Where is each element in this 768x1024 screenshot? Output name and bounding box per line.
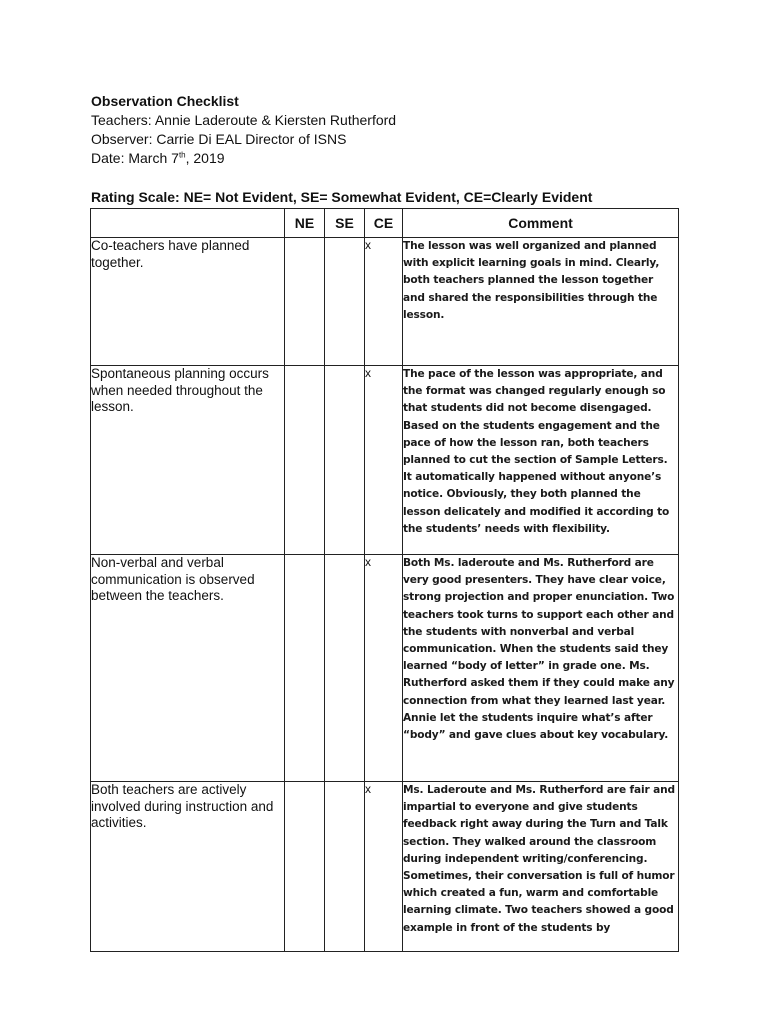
ne-cell (285, 238, 325, 366)
header-se: SE (325, 209, 365, 238)
criterion-cell: Both teachers are actively involved during instruction and activities. (91, 782, 285, 952)
ce-cell: x (365, 782, 403, 952)
teachers-line: Teachers: Annie Laderoute & Kiersten Rutherford (91, 112, 397, 128)
se-cell (325, 555, 365, 782)
comment-cell: Both Ms. laderoute and Ms. Rutherford are very good presenters. They have clear voice, strong projection and proper enunciation. Two teachers took turns to support each other and the students with nonverbal and verbal communication. When the students said they learned “body of letter” in grade one. Ms. Rutherford asked them if they could make any connection from what they learned last year. Annie let the students inquire what’s after “body” and gave clues about key vocabulary. (403, 555, 679, 782)
document-header (91, 92, 691, 168)
observer-line: Observer: Carrie Di EAL Director of ISNS (91, 131, 347, 147)
table-row (91, 782, 679, 952)
date-line (91, 149, 691, 168)
criterion-cell: Co-teachers have planned together. (91, 238, 285, 366)
ne-cell (285, 366, 325, 555)
comment-cell: The lesson was well organized and planned with explicit learning goals in mind. Clearly, both teachers planned the lesson together and shared the responsibilities through the lesson. (403, 238, 679, 366)
table-row (91, 238, 679, 366)
table-row (91, 366, 679, 555)
ce-cell: x (365, 238, 403, 366)
ce-cell: x (365, 555, 403, 782)
criterion-cell: Non-verbal and verbal communication is observed between the teachers. (91, 555, 285, 782)
ce-cell: x (365, 366, 403, 555)
header-ne: NE (285, 209, 325, 238)
date-suffix: , 2019 (185, 150, 225, 166)
header-ce: CE (365, 209, 403, 238)
se-cell (325, 238, 365, 366)
ne-cell (285, 782, 325, 952)
header-comment: Comment (403, 209, 679, 238)
date-superscript: th (178, 150, 186, 160)
header-criterion (91, 209, 285, 238)
table-header-row (91, 209, 679, 238)
date-prefix: Date: March 7 (91, 150, 179, 166)
observation-table (90, 208, 679, 952)
criterion-cell: Spontaneous planning occurs when needed throughout the lesson. (91, 366, 285, 555)
se-cell (325, 366, 365, 555)
comment-cell: Ms. Laderoute and Ms. Rutherford are fair and impartial to everyone and give students feedback right away during the Turn and Talk section. They walked around the classroom during independent writing/conferencing. Sometimes, their conversation is full of humor which created a fun, warm and comfortable learning climate. Two teachers showed a good example in front of the students by (403, 782, 679, 952)
se-cell (325, 782, 365, 952)
table-row (91, 555, 679, 782)
ne-cell (285, 555, 325, 782)
comment-cell: The pace of the lesson was appropriate, and the format was changed regularly enough so that students did not become disengaged. Based on the students engagement and the pace of how the lesson ran, both teachers planned to cut the section of Sample Letters. It automatically happened without anyone’s notice. Obviously, they both planned the lesson delicately and modified it according to the students’ needs with flexibility. (403, 366, 679, 555)
rating-scale: Rating Scale: NE= Not Evident, SE= Somewhat Evident, CE=Clearly Evident (91, 189, 593, 205)
document-title: Observation Checklist (91, 93, 239, 109)
